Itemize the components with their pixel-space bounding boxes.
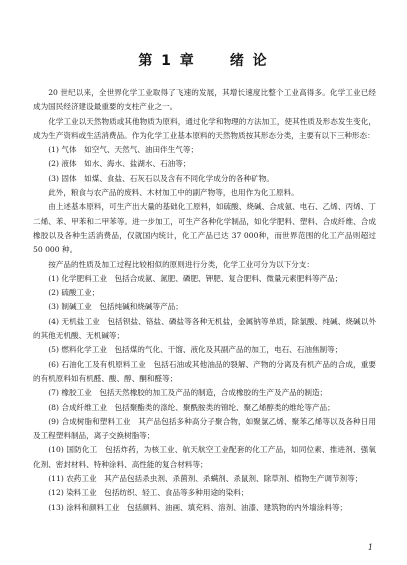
list-item: (5) 燃料化学工业 包括煤的气化、干馏、液化及其副产品的加工，电石、石油焦制等； bbox=[48, 345, 343, 355]
page-number: 1 bbox=[367, 543, 373, 552]
body-text bbox=[33, 86, 376, 515]
list-item: (13) 涂料和颜料工业 包括颜料、油画、填充料、溶剂、油漆、建筑物的内外墙涂料等； bbox=[48, 502, 348, 512]
paragraph: 此外，粮食与农产品的废料、木材加工中的副产物等，也用作为化工原料。 bbox=[48, 188, 299, 198]
chapter-number: 第 1 章 bbox=[138, 53, 196, 69]
list-item: (2) 硫酸工业； bbox=[48, 288, 100, 298]
list-item: (4) 无机盐工业 包括钡盐、铬盐、磷盐等各种无机盐，金属钠等单质，除氯酸、纯碱、烧碱以外的其他无机酸、无机碱等； bbox=[33, 316, 376, 341]
chapter-heading bbox=[0, 50, 407, 70]
list-item: (6) 石油化工及有机原料工业 包括石油或其他油品的裂解、产物的分离及有机产品的合成，重要的有机原料如有机醛、酸、醇、酮和醛等； bbox=[33, 359, 376, 383]
list-item: (3) 制碱工业 包括纯碱和烧碱等产品； bbox=[48, 302, 183, 312]
list-item: (7) 橡胶工业 包括天然橡胶的加工及产品的制造，合成橡胶的生产及产品的制造； bbox=[48, 388, 328, 398]
paragraph: 化学工业以天然物质或其他物质为原料，通过化学和物理的方法加工，使其性质及形态发生变化，成为生产资料或生活消费品。作为化学工业基本原料的天然物质按其形态分类，主要有以下三种形态： bbox=[33, 116, 376, 140]
list-item: (12) 染料工业 包括纺织、轻工、食品等多种用途的染料； bbox=[48, 488, 249, 498]
paragraph: 20 世纪以来，全世界化学工业取得了飞速的发展，其增长速度比整个工业高得多。化学工业已经成为国民经济建设最重要的支柱产业之一。 bbox=[33, 88, 376, 112]
list-item: (1) 化学肥料工业 包括合成氨、氮肥、磷肥、钾肥、复合肥料、微量元素肥料等产品； bbox=[48, 273, 343, 283]
list-item: (8) 合成纤维工业 包括聚酯类的涤纶、聚酰胺类的锦纶、聚乙烯醇类的维纶等产品； bbox=[48, 402, 335, 412]
list-item: (2) 液体 如水、海水、盐湖水、石油等； bbox=[48, 159, 191, 169]
list-item: (3) 固体 如煤、食盐、石灰石以及含有不同化学成分的各种矿物。 bbox=[48, 173, 274, 183]
list-item: (11) 农药工业 其产品包括杀虫剂、杀菌剂、杀螨剂、杀鼠剂、除草剂、植物生产调节剂等； bbox=[48, 474, 363, 484]
paragraph: 按产品的性质及加工过程比较相似的原则进行分类，化学工业可分为以下分支： bbox=[48, 259, 314, 269]
list-item: (1) 气体 如空气、天然气、油田伴生气等； bbox=[48, 145, 199, 155]
list-item: (10) 国防化工 包括炸药，为核工业、航天航空工业配套的化工产品，如同位素、推进剂、强氧化剂、密封材料、特种涂料、高性能的复合材料等； bbox=[33, 445, 376, 469]
list-item: (9) 合成树脂和塑料工业 其产品包括多种高分子聚合物，如聚氯乙烯、聚苯乙烯等以及各种日用及工程塑料制品，离子交换树脂等； bbox=[33, 416, 376, 441]
chapter-title: 绪 论 bbox=[229, 53, 269, 69]
paragraph: 由上述基本原料，可生产出大量的基础化工原料，如硫酸、烧碱、合成氨、电石、乙烯、丙烯、丁二烯、苯、甲苯和二甲苯等。进一步加工，可生产各种化学制品，如化学肥料、塑料、合成纤维、合成橡胶以及各种生活消费品，仅就国内统计，化工产品已达 37 000种，而世界范围的化工产品则超过 50 000 种。 bbox=[33, 202, 376, 255]
